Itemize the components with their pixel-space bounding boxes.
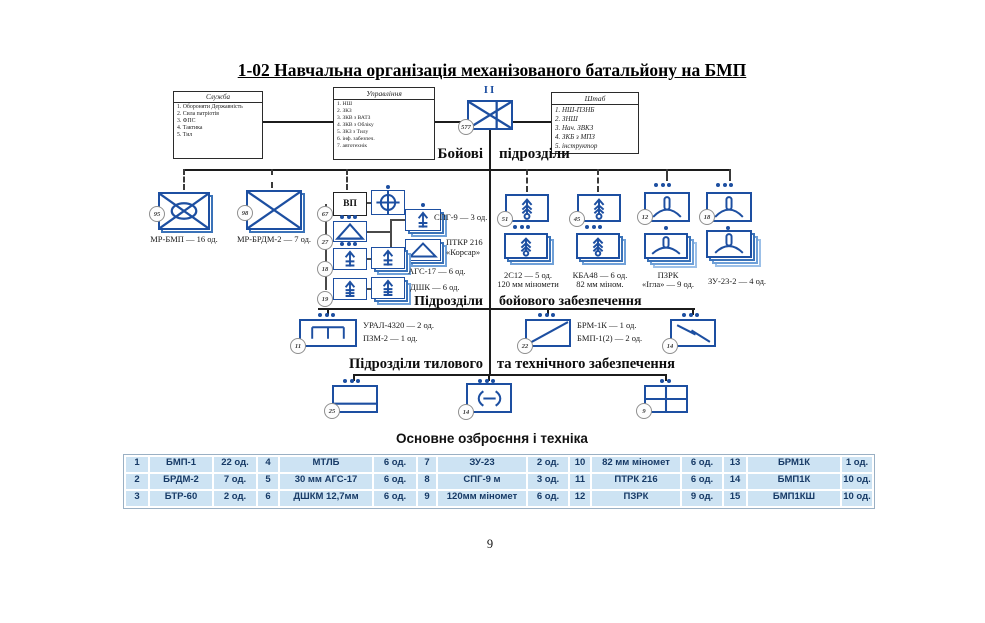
drop-line [183, 169, 185, 190]
table-cell: 15 [724, 491, 746, 506]
rear-header-right: та технічного забезпечення [497, 356, 675, 372]
table-cell: БРДМ-2 [150, 474, 212, 489]
service-item: 5. Тил [177, 132, 193, 138]
table-cell: БТР-60 [150, 491, 212, 506]
command-item: 2. ЗКЗ [337, 108, 352, 114]
company-dots [585, 225, 602, 229]
mech-company-brdm-icon [246, 190, 302, 230]
table-cell: 2 [126, 474, 148, 489]
service-box [173, 91, 263, 159]
battalion-id-badge: 577 [458, 119, 474, 135]
table-cell: 10 [570, 457, 590, 472]
unit-id-badge: 51 [497, 211, 513, 227]
table-cell: 2 од. [214, 491, 256, 506]
table-cell: 3 [126, 491, 148, 506]
unit-label: 2С12 — 5 од. [504, 270, 552, 280]
unit-id-badge: 14 [662, 338, 678, 354]
unit-id-badge: 12 [637, 209, 653, 225]
company-dots [478, 379, 495, 383]
unit-id-badge: 19 [317, 291, 333, 307]
page-title: 1-02 Навчальна організація механізованого батальйону на БМП [237, 60, 747, 80]
combat-header-left: Бойові [437, 146, 483, 162]
drop-line [526, 169, 528, 192]
mortar-120-stack-icon [504, 233, 548, 259]
table-cell: 6 од. [528, 491, 568, 506]
unit-label: БМП-1(2) — 2 од. [577, 333, 643, 343]
unit-id-badge: 67 [317, 206, 333, 222]
unit-label: КБА48 — 6 од. [572, 270, 628, 280]
pzrk-stack-icon [644, 233, 688, 259]
table-cell: 10 од. [842, 474, 872, 489]
command-item: 6. інф. забезпеч. [337, 136, 375, 142]
table-cell: ДШКМ 12,7мм [280, 491, 372, 506]
command-item: 7. автотехнік [337, 143, 368, 149]
ags17-icon [371, 247, 405, 269]
unit-label: 120 мм міномети [497, 279, 559, 289]
table-cell: БМП1К [748, 474, 840, 489]
drop-line [346, 169, 348, 190]
company-dots [660, 379, 671, 383]
table-cell: 3 од. [528, 474, 568, 489]
table-cell: 6 од. [682, 457, 722, 472]
table-cell: БМП-1 [150, 457, 212, 472]
unit-id-badge: 18 [317, 261, 333, 277]
table-cell: 82 мм міномет [592, 457, 680, 472]
mech-company-bmp-icon [158, 192, 210, 230]
command-item: 4. ЗКВ з Обліку [337, 122, 374, 128]
company-dots [340, 215, 357, 219]
unit-label: «Ігла» — 9 од. [642, 279, 694, 289]
connector-line [390, 219, 392, 249]
unit-label: ПТКР 216 [446, 237, 483, 247]
unit-label: ПЗМ-2 — 1 од. [363, 333, 418, 343]
table-cell: ЗУ-23 [438, 457, 526, 472]
drop-line [271, 169, 273, 188]
staff-item: 5. інструктор [555, 142, 598, 150]
drop-line [666, 169, 668, 181]
command-box-header: Управління [334, 88, 434, 100]
staff-item: 3. Нач. ЗВКЗ [555, 124, 594, 132]
ptkr-icon [405, 239, 441, 261]
table-cell: 8 [418, 474, 436, 489]
unit-label: УРАЛ-4320 — 2 од. [363, 320, 434, 330]
company-dots [538, 313, 555, 317]
table-cell: 120мм міномет [438, 491, 526, 506]
unit-id-badge: 22 [517, 338, 533, 354]
table-cell: 14 [724, 474, 746, 489]
support-header-left: Підрозділи [414, 294, 483, 309]
table-cell: БРМ1К [748, 457, 840, 472]
observation-icon [371, 190, 405, 215]
staff-box [551, 92, 639, 154]
command-item: 3. ЗКВ з ВАТЗ [337, 115, 371, 121]
table-cell: 6 од. [682, 474, 722, 489]
unit-id-badge: 14 [458, 404, 474, 420]
unit-id-badge: 95 [149, 206, 165, 222]
unit-label: СПГ-9 — 3 од. [434, 212, 488, 222]
table-cell: 6 [258, 491, 278, 506]
ags-crew-icon [333, 248, 367, 270]
connector-line [367, 231, 391, 233]
unit-id-badge: 98 [237, 205, 253, 221]
rear-header-left: Підрозділи тилового [349, 356, 483, 372]
unit-id-badge: 18 [699, 209, 715, 225]
unit-label: 82 мм міном. [576, 279, 624, 289]
echelon-dot [386, 185, 390, 189]
table-cell: 5 [258, 474, 278, 489]
combat-header-right: підрозділи [499, 146, 570, 162]
at-platoon-icon [333, 221, 367, 242]
company-dots [654, 183, 671, 187]
table-cell: БМП1КШ [748, 491, 840, 506]
service-item: 2. Сила патріотів [177, 111, 220, 117]
unit-label: ПЗРК [657, 270, 679, 280]
service-item: 3. ФПС [177, 118, 196, 124]
drop-line [729, 169, 731, 181]
table-cell: 2 од. [528, 457, 568, 472]
service-item: 1. Обороняти Державність [177, 104, 243, 110]
table-cell: 1 [126, 457, 148, 472]
table-cell: 6 од. [374, 491, 416, 506]
unit-label: МР-БРДМ-2 — 7 од. [236, 234, 312, 244]
dshk-crew-icon [333, 278, 367, 300]
rear-branch-line [354, 374, 667, 376]
unit-label: БРМ-1К — 1 од. [577, 320, 637, 330]
drop-line [597, 169, 599, 192]
unit-id-badge: 27 [317, 234, 333, 250]
table-cell: 9 од. [682, 491, 722, 506]
vp-post-box: ВП [333, 192, 367, 216]
unit-id-badge: 9 [636, 403, 652, 419]
company-dots [340, 242, 357, 246]
unit-label: ДШК — 6 од. [410, 282, 460, 292]
service-box-header: Служба [174, 92, 262, 103]
echelon-dot [726, 226, 730, 230]
table-cell: 30 мм АГС-17 [280, 474, 372, 489]
echelon-dot [421, 203, 425, 207]
table-cell: СПГ-9 м [438, 474, 526, 489]
table-cell: ПТРК 216 [592, 474, 680, 489]
company-dots [343, 379, 360, 383]
equipment-table [123, 454, 875, 509]
table-cell: 4 [258, 457, 278, 472]
table-cell: 1 од. [842, 457, 872, 472]
table-cell: ПЗРК [592, 491, 680, 506]
table-cell: 7 од. [214, 474, 256, 489]
combat-branch-line [184, 169, 730, 171]
page-number: 9 [486, 537, 494, 551]
table-cell: 11 [570, 474, 590, 489]
table-cell: 10 од. [842, 491, 872, 506]
table-cell: 6 од. [374, 474, 416, 489]
staff-box-header: Штаб [552, 93, 638, 105]
zu23-stack-icon [706, 230, 752, 258]
unit-id-badge: 45 [569, 211, 585, 227]
connector-line [390, 219, 405, 221]
table-cell: 7 [418, 457, 436, 472]
table-cell: 22 од. [214, 457, 256, 472]
table-cell: 6 од. [374, 457, 416, 472]
command-item: 5. ЗКЗ з Тилу [337, 129, 369, 135]
company-dots [682, 313, 699, 317]
table-cell: МТЛБ [280, 457, 372, 472]
unit-id-badge: 25 [324, 403, 340, 419]
company-dots [513, 225, 530, 229]
mortar-82-stack-icon [576, 233, 620, 259]
unit-label: «Корсар» [446, 247, 481, 257]
unit-id-badge: 11 [290, 338, 306, 354]
unit-label: МР-БМП — 16 од. [150, 234, 218, 244]
service-item: 4. Тактика [177, 125, 203, 131]
unit-label: ЗУ-23-2 — 4 од. [707, 276, 767, 286]
command-item: 1. НШ [337, 101, 353, 107]
support-header-right: бойового забезпечення [499, 294, 642, 309]
engineer-icon [299, 319, 357, 347]
table-cell: 9 [418, 491, 436, 506]
staff-item: 1. НШ-ПЗНБ [555, 106, 595, 114]
trunk-line [489, 129, 491, 375]
battalion-echelon: II [483, 84, 497, 96]
staff-item: 4. ЗКБ з МПЗ [555, 133, 595, 141]
table-cell: 13 [724, 457, 746, 472]
staff-item: 2. ЗНШ [555, 115, 578, 123]
company-dots [716, 183, 733, 187]
table-title: Основне озброєння і техніка [396, 431, 588, 446]
unit-label: АГС-17 — 6 од. [408, 266, 466, 276]
company-dots [318, 313, 335, 317]
table-cell: 12 [570, 491, 590, 506]
echelon-dot [664, 226, 668, 230]
